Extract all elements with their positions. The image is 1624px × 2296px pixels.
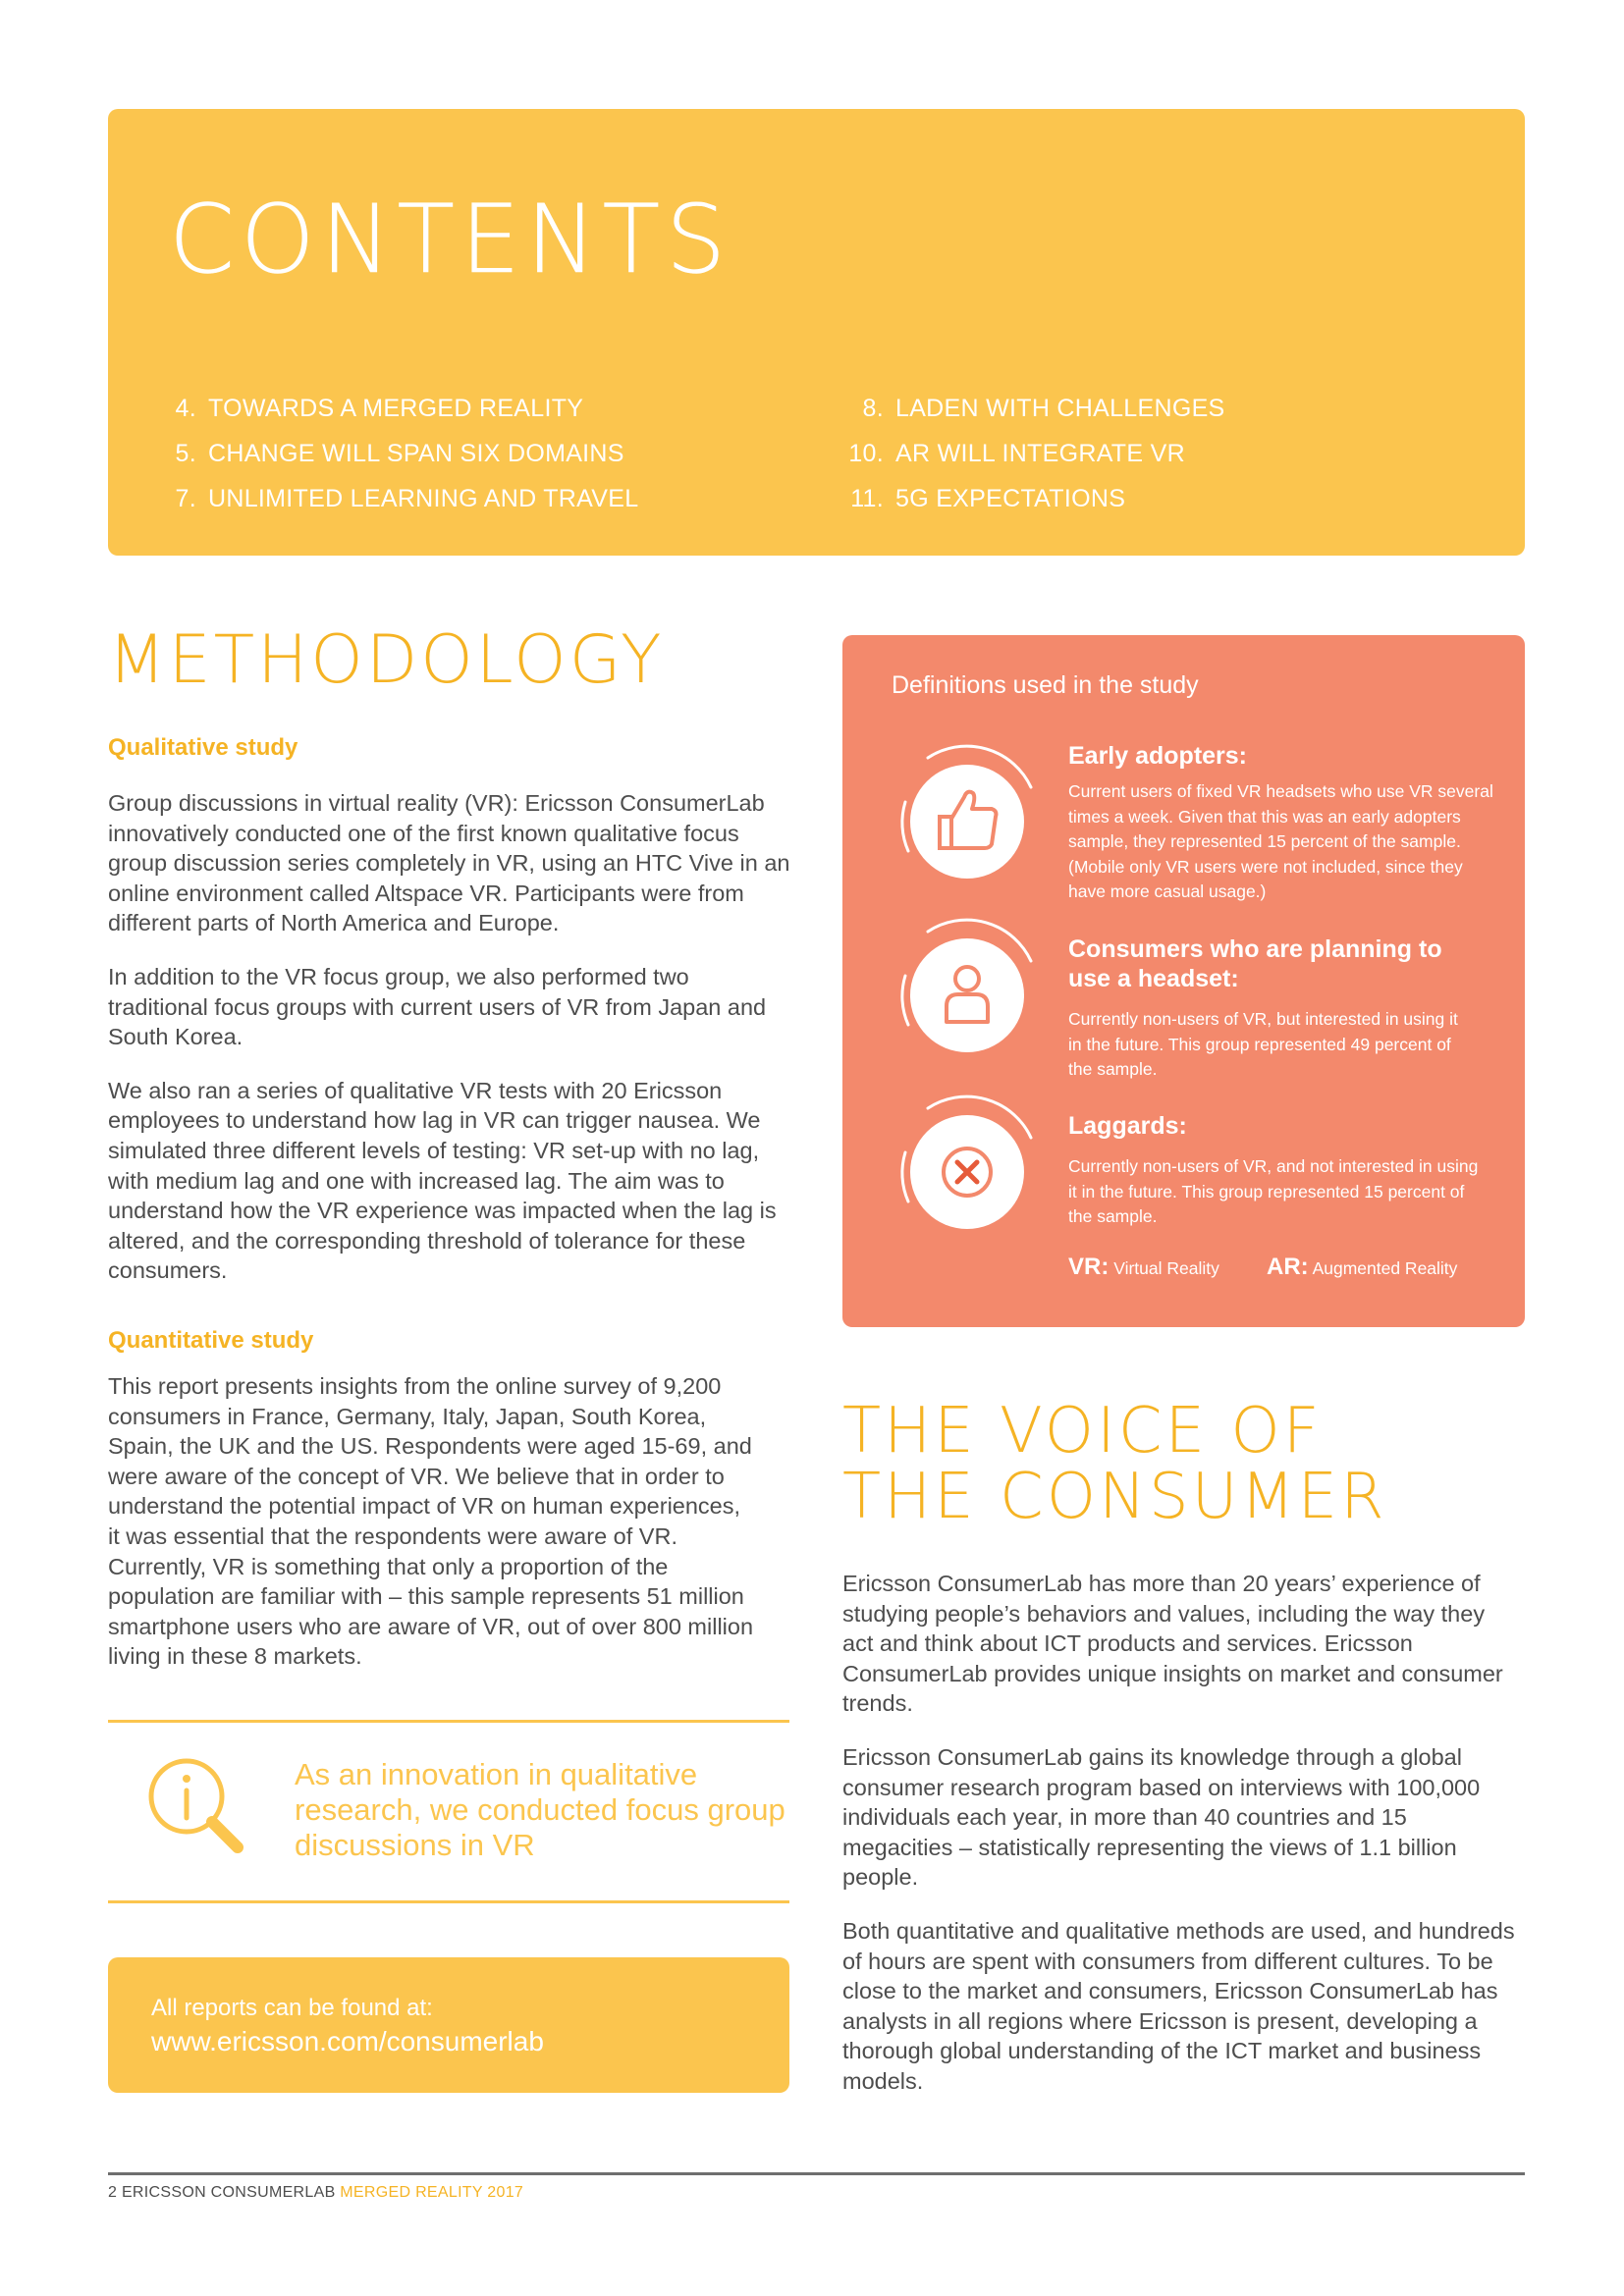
footer-rule	[108, 2172, 1525, 2175]
report-name: MERGED REALITY 2017	[340, 2184, 524, 2201]
toc-column-right	[835, 386, 1225, 521]
toc-item[interactable]: 8. LADEN WITH CHALLENGES	[862, 395, 1225, 422]
divider	[108, 1720, 789, 1723]
qualitative-heading: Qualitative study	[108, 734, 298, 761]
quantitative-heading: Quantitative study	[108, 1327, 314, 1354]
definition-heading: Laggards:	[1068, 1112, 1187, 1140]
abbreviation-ar: AR: Augmented Reality	[1267, 1254, 1458, 1280]
publisher: ERICSSON CONSUMERLAB	[121, 2184, 336, 2201]
toc-item[interactable]: 10. AR WILL INTEGRATE VR	[848, 440, 1185, 467]
definition-text: Currently non-users of VR, but interested in using it in the future. This group represented 49 percent of the sample.	[1068, 1009, 1458, 1079]
paragraph: Ericsson ConsumerLab gains its knowledge through a global consumer research program based on interviews with 100,000 individuals each year, in more than 40 countries and 15 megacities – statistically representing the views of 1.1 billion people.	[842, 1743, 1481, 1891]
paragraph: Group discussions in virtual reality (VR): Ericsson ConsumerLab innovatively conducted one of the first known qualitative focus group discussion series completely in VR, using an HTC Vive in an online environment called Altspace VR. Participants were from different parts of North America and Europe.	[108, 790, 790, 936]
toc-item[interactable]: 7. UNLIMITED LEARNING AND TRAVEL	[175, 485, 639, 512]
voice-title: THE VOICE OF THE CONSUMER	[842, 1395, 1387, 1534]
paragraph: Both quantitative and qualitative methods are used, and hundreds of hours are spent with consumers from different cultures. To be close to the market and consumers, Ericsson ConsumerLab has analysts in all regions where Ericsson is present, developing a thorough global understanding of the ICT market and business models.	[842, 1917, 1515, 2094]
voice-body	[842, 1569, 1520, 2120]
divider	[108, 1900, 789, 1903]
info-magnifier-icon	[145, 1755, 244, 1853]
qualitative-body	[108, 788, 795, 1309]
reports-label: All reports can be found at:	[151, 1995, 433, 2021]
reports-link[interactable]: www.ericsson.com/consumerlab	[151, 2026, 544, 2056]
toc-item[interactable]: 4. TOWARDS A MERGED REALITY	[175, 395, 584, 422]
definition-text: Current users of fixed VR headsets who use VR several times a week. Given that this was an early adopters sample, they represented 15 percent of the sample. (Mobile only VR users were not included, since they have more casual usage.)	[1068, 781, 1493, 901]
callout-text: As an innovation in qualitative research, we conducted focus group discussions in VR	[295, 1757, 785, 1862]
toc-item[interactable]: 11. 5G EXPECTATIONS	[850, 485, 1126, 512]
paragraph: In addition to the VR focus group, we also performed two traditional focus groups with current users of VR from Japan and South Korea.	[108, 963, 767, 1050]
cross-circle-icon	[884, 1089, 1051, 1255]
definition-heading: Consumers who are planning to use a headset:	[1068, 935, 1442, 992]
methodology-title: METHODOLOGY	[108, 621, 665, 699]
paragraph: This report presents insights from the online survey of 9,200 consumers in France, Germany, Italy, Japan, South Korea, Spain, the UK and the US. Respondents were aged 15-69, and were aware of the concept of VR. We believe that in order to understand the potential impact of VR on human experiences, it was essential that the respondents were aware of VR. Currently, VR is something that only a proportion of the population are familiar with – this sample represents 51 million smartphone users who are aware of VR, out of over 800 million living in these 8 markets.	[108, 1373, 754, 1670]
contents-title: CONTENTS	[169, 185, 732, 294]
thumbs-up-icon	[884, 738, 1051, 905]
definitions-panel	[842, 635, 1525, 1327]
toc-column-left	[161, 386, 638, 521]
paragraph: Ericsson ConsumerLab has more than 20 years’ experience of studying people’s behaviors and values, including the way they act and think about ICT products and services. Ericsson ConsumerLab provides unique insights on market and consumer trends.	[842, 1571, 1503, 1717]
reports-panel	[108, 1957, 789, 2093]
page-number: 2	[108, 2184, 118, 2201]
definitions-header: Definitions used in the study	[892, 671, 1199, 699]
person-icon	[884, 912, 1051, 1079]
paragraph: We also ran a series of qualitative VR tests with 20 Ericsson employees to understand how lag in VR can trigger nausea. We simulated three different levels of testing: VR set-up with no lag, with medium lag and one with increased lag. The aim was to understand how the VR experience was impacted when the lag is altered, and the corresponding threshold of tolerance for these consumers.	[108, 1077, 777, 1284]
contents-panel	[108, 109, 1525, 556]
definition-text: Currently non-users of VR, and not interested in using it in the future. This group represented 15 percent of the sample.	[1068, 1156, 1479, 1226]
toc-item[interactable]: 5. CHANGE WILL SPAN SIX DOMAINS	[175, 440, 624, 467]
abbreviation-vr: VR: Virtual Reality	[1068, 1254, 1219, 1280]
definition-heading: Early adopters:	[1068, 742, 1248, 770]
quantitative-body	[108, 1371, 756, 1695]
footer	[108, 2184, 523, 2202]
